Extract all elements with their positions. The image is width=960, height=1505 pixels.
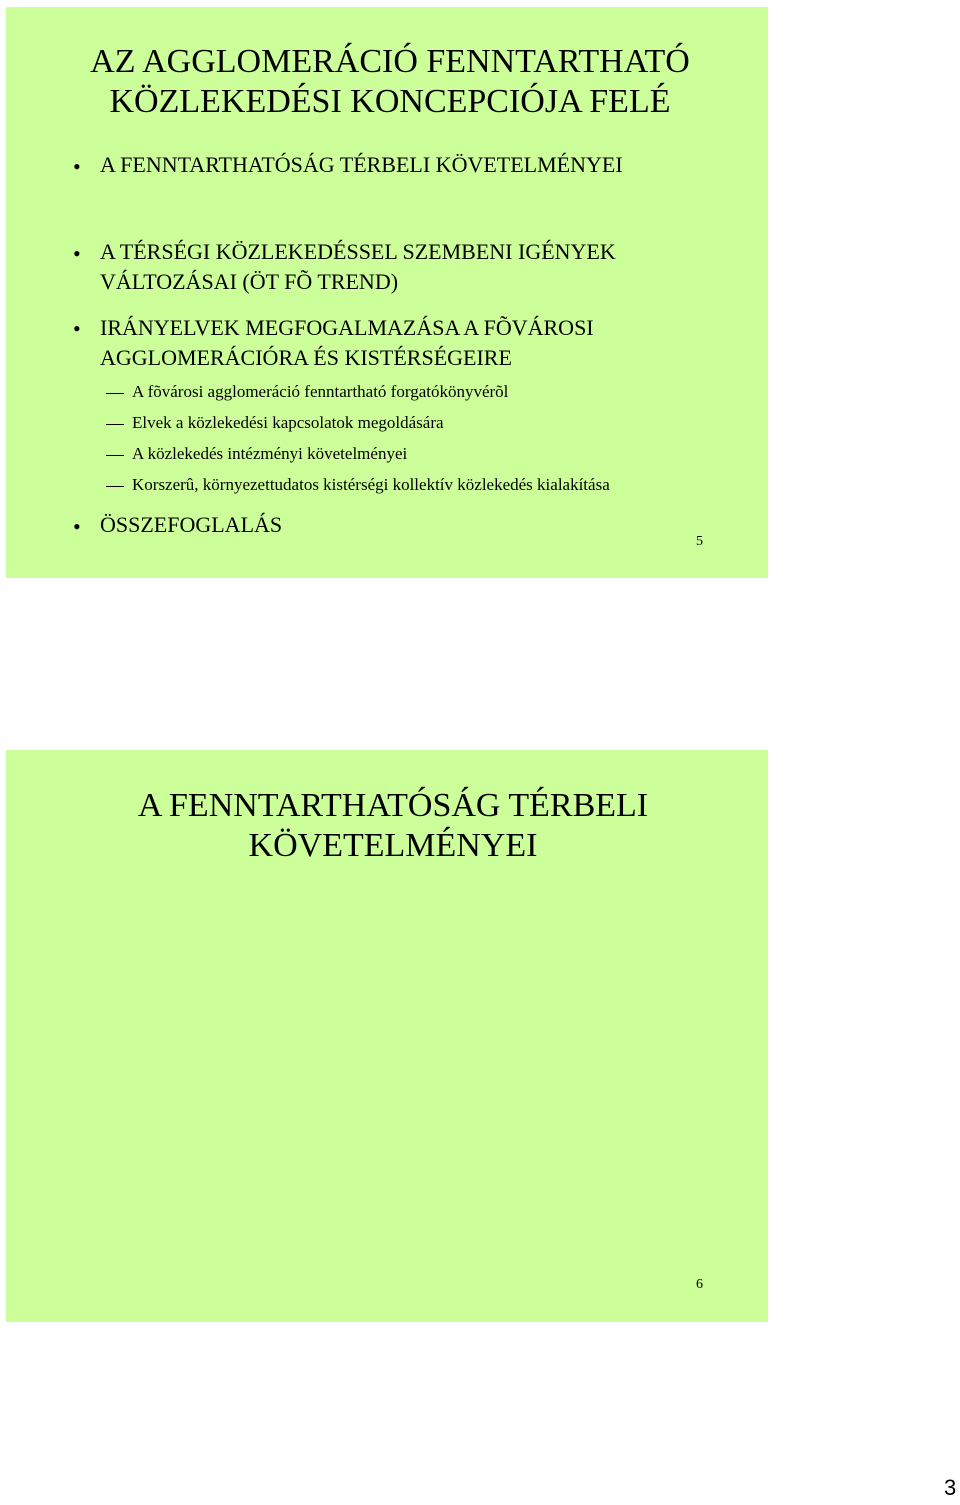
bullet-marker: • [73,154,81,179]
slide-title: AZ AGGLOMERÁCIÓ FENNTARTHATÓ KÖZLEKEDÉSI KONCEPCIÓJA FELÉ [90,43,690,120]
sub-bullet-item: Korszerû, környezettudatos kistérségi kollektív közlekedés kialakítása [132,475,610,494]
dash-marker [106,486,124,487]
bullet-item: ÖSSZEFOGLALÁS [100,512,283,537]
dash-marker [106,393,124,394]
bullet-marker: • [73,316,81,341]
dash-marker [106,424,124,425]
slide-6 [6,750,768,1322]
slide-5 [6,7,768,578]
sheet-number: 3 [944,1475,957,1500]
page-number: 6 [696,1277,703,1292]
page-number: 5 [696,534,703,549]
bullet-item: IRÁNYELVEK MEGFOGALMAZÁSA A FÕVÁROSI AGGLOMERÁCIÓRA ÉS KISTÉRSÉGEIRE [100,315,594,370]
dash-marker [106,455,124,456]
sub-bullet-item: A közlekedés intézményi követelményei [132,444,408,463]
bullet-marker: • [73,241,81,266]
bullet-item: A FENNTARTHATÓSÁG TÉRBELI KÖVETELMÉNYEI [100,152,623,177]
bullet-item: A TÉRSÉGI KÖZLEKEDÉSSEL SZEMBENI IGÉNYEK VÁLTOZÁSAI (ÖT FÕ TREND) [100,239,616,294]
sub-bullet-item: Elvek a közlekedési kapcsolatok megoldására [132,413,444,432]
sub-bullet-item: A fõvárosi agglomeráció fenntartható forgatókönyvérõl [132,382,509,401]
bullet-marker: • [73,514,81,539]
slide-title: A FENNTARTHATÓSÁG TÉRBELI KÖVETELMÉNYEI [137,787,649,864]
